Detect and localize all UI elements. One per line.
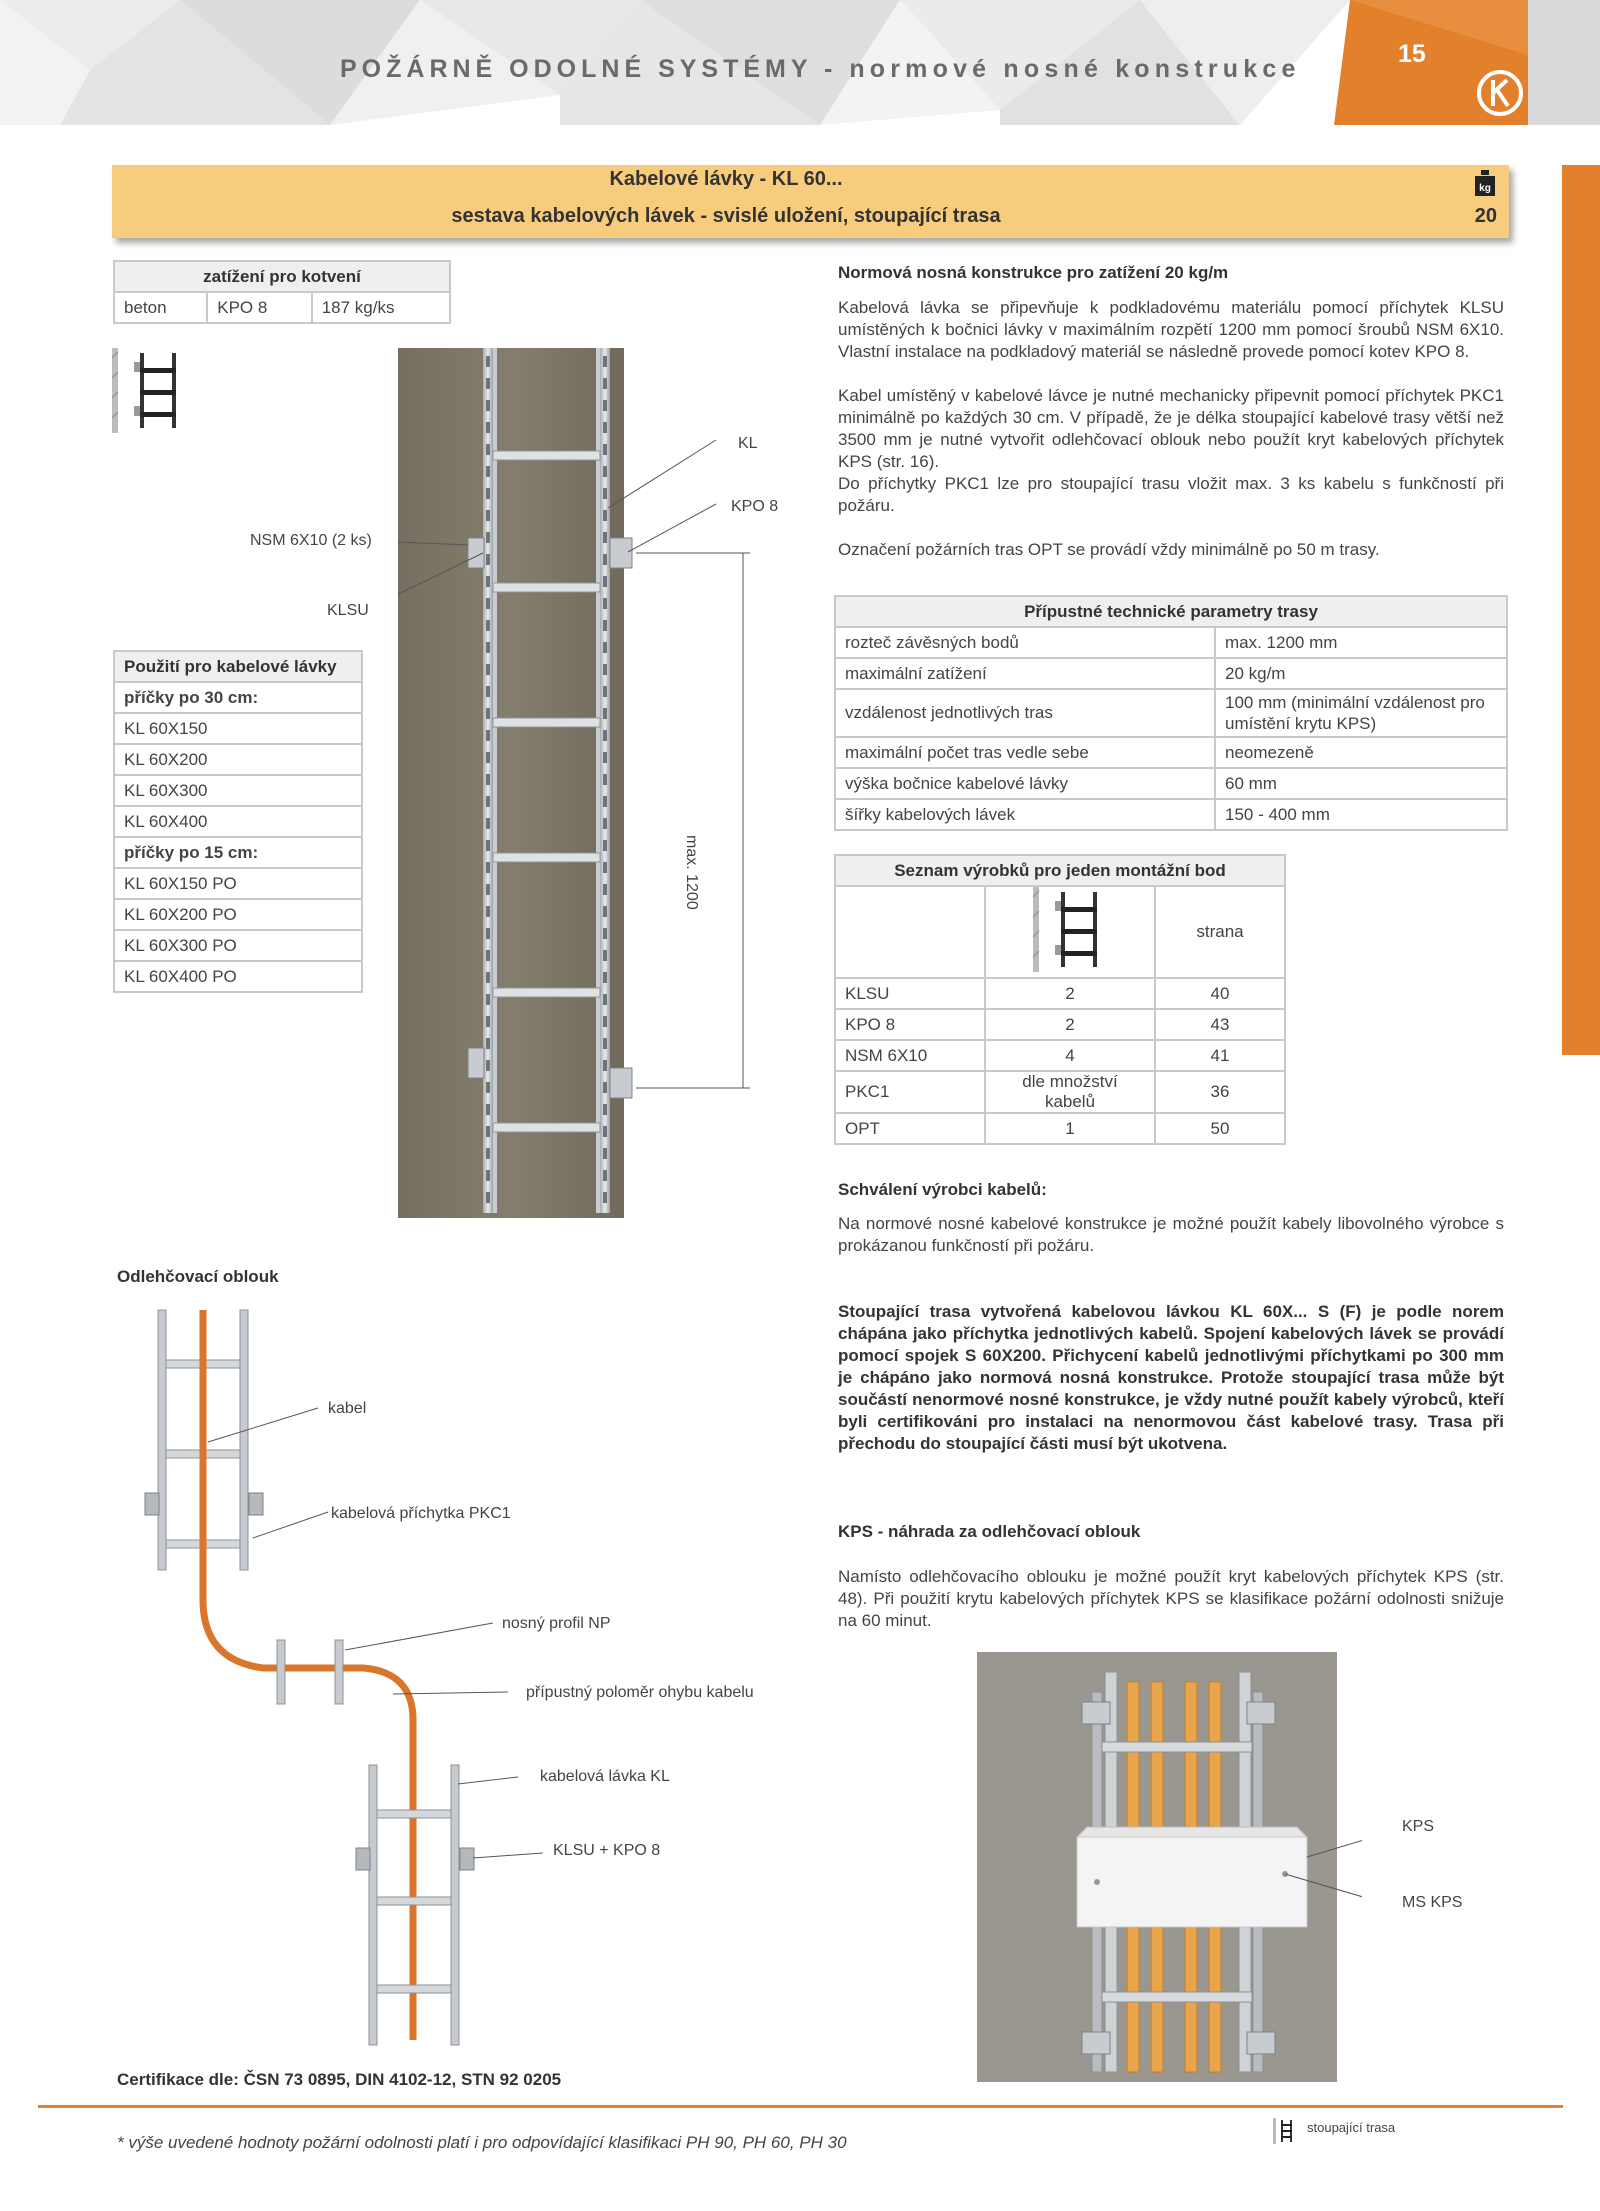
- company-logo-icon: [1475, 68, 1525, 118]
- rail-slot: [486, 906, 490, 917]
- product-qty: 4: [985, 1040, 1155, 1071]
- rail-slot: [486, 1192, 490, 1203]
- rail-slot: [603, 378, 607, 389]
- product-page: 40: [1155, 978, 1285, 1009]
- kps-figure: [977, 1652, 1362, 2082]
- products-col-page: strana: [1155, 886, 1285, 978]
- rail-slot: [603, 1016, 607, 1027]
- weight-value: 20: [1474, 205, 1497, 227]
- usage-row: KL 60X200 PO: [114, 899, 362, 930]
- rail-slot: [603, 422, 607, 433]
- rail-slot: [603, 708, 607, 719]
- vertical-ladder-icon: [1033, 887, 1108, 972]
- param-name: maximální zatížení: [835, 658, 1215, 689]
- rail-slot: [603, 356, 607, 367]
- banner-title: Kabelové lávky - KL 60...: [609, 168, 843, 190]
- usage-row: KL 60X150: [114, 713, 362, 744]
- anchor-material: beton: [114, 292, 207, 323]
- footer-icon-label: stoupající trasa: [1307, 2120, 1396, 2135]
- rail-slot: [603, 928, 607, 939]
- svg-text:kg: kg: [1479, 183, 1491, 194]
- rail-slot: [486, 642, 490, 653]
- rail-slot: [486, 576, 490, 587]
- product-name: NSM 6X10: [835, 1040, 985, 1071]
- rail-slot: [603, 576, 607, 587]
- rail-slot: [603, 686, 607, 697]
- relief-label-pkc1: kabelová příchytka PKC1: [331, 1505, 511, 1522]
- rail-slot: [486, 444, 490, 455]
- approval-heading: Schválení výrobci kabelů:: [838, 1180, 1047, 1199]
- product-qty: 2: [985, 978, 1155, 1009]
- usage-row: KL 60X400: [114, 806, 362, 837]
- product-page: 43: [1155, 1009, 1285, 1040]
- rail-slot: [603, 1082, 607, 1093]
- rail-slot: [486, 730, 490, 741]
- rail-slot: [486, 532, 490, 543]
- rail-slot: [486, 752, 490, 763]
- approval-text: Na normové nosné kabelové konstrukce je možné použít kabely libovolného výrobce s prokázanou funkčností při požáru.: [838, 1214, 1504, 1255]
- rail-slot: [603, 554, 607, 565]
- usage-row: KL 60X200: [114, 744, 362, 775]
- rail-slot: [486, 466, 490, 477]
- rail-slot: [486, 1126, 490, 1137]
- rail-slot: [603, 1170, 607, 1181]
- rail-slot: [486, 994, 490, 1005]
- usage-row: KL 60X150 PO: [114, 868, 362, 899]
- rising-route-note: Stoupající trasa vytvořená kabelovou lávkou KL 60X... S (F) je podle norem chápána jako příchytka jednotlivých kabelů. Spojení kabelových lávek se provádí pomocí spojek S 60X200. Přichycení kabelů jednotlivými příchytkami po 300 mm je chápáno jako normová nosná konstrukce. Protože stoupající trasa může být součástí nenormové nosné konstrukce, je vždy nutné použít kabely výrobců, kteří byli certifikováni pro instalaci na nenormovou část kabelové trasy. Trasa při přechodu do stoupající části musí být ukotvena.: [838, 1302, 1504, 1453]
- rail-slot: [603, 510, 607, 521]
- relief-heading: Odlehčovací oblouk: [117, 1267, 279, 1286]
- intro-paragraph-2: Kabel umístěný v kabelové lávce je nutné mechanicky připevnit pomocí příchytek PKC1 minimálně po každých 30 cm. V případě, že je délka stoupající kabelové trasy větší než 3500 mm je nutné vytvořit odlehčovací oblouk nebo použít kryt kabelových příchytek KPS (str. 16).: [838, 386, 1504, 471]
- usage-row: KL 60X300: [114, 775, 362, 806]
- rail-slot: [486, 818, 490, 829]
- label-nsm: NSM 6X10 (2 ks): [250, 532, 372, 549]
- rail-slot: [603, 972, 607, 983]
- usage-table-header: Použití pro kabelové lávky: [114, 651, 362, 682]
- intro-paragraph-3: Do příchytky PKC1 lze pro stoupající trasu vložit max. 3 ks kabelu s funkčností při požáru.: [838, 474, 1504, 515]
- rail-slot: [486, 554, 490, 565]
- relief-label-radius: přípustný poloměr ohybu kabelu: [526, 1684, 754, 1701]
- rail-slot: [603, 598, 607, 609]
- param-value: 150 - 400 mm: [1215, 799, 1507, 830]
- param-value: 100 mm (minimální vzdálenost pro umístění krytu KPS): [1215, 689, 1507, 737]
- label-kl: KL: [738, 435, 758, 452]
- param-name: rozteč závěsných bodů: [835, 627, 1215, 658]
- intro-paragraph-4: Označení požárních tras OPT se provádí vždy minimálně po 50 m trasy.: [838, 540, 1380, 559]
- rail-slot: [486, 862, 490, 873]
- rail-slot: [486, 1060, 490, 1071]
- usage-row: příčky po 30 cm:: [114, 682, 362, 713]
- rail-slot: [486, 664, 490, 675]
- rail-slot: [486, 598, 490, 609]
- param-value: neomezeně: [1215, 737, 1507, 768]
- param-name: vzdálenost jednotlivých tras: [835, 689, 1215, 737]
- rail-slot: [486, 1038, 490, 1049]
- rail-slot: [603, 488, 607, 499]
- rail-slot: [486, 840, 490, 851]
- label-kpo8: KPO 8: [731, 498, 779, 515]
- rail-slot: [486, 422, 490, 433]
- rail-slot: [603, 994, 607, 1005]
- rail-slot: [603, 1104, 607, 1115]
- rail-slot: [603, 444, 607, 455]
- rail-slot: [603, 466, 607, 477]
- header-title: POŽÁRNĚ ODOLNÉ SYSTÉMY - normové nosné konstrukce: [340, 55, 1301, 83]
- label-klsu: KLSU: [327, 602, 369, 619]
- param-value: max. 1200 mm: [1215, 627, 1507, 658]
- banner-subtitle: sestava kabelových lávek - svislé uložení, stoupající trasa: [451, 205, 1001, 227]
- relief-label-kl: kabelová lávka KL: [540, 1768, 670, 1785]
- product-name: KPO 8: [835, 1009, 985, 1040]
- intro-heading: Normová nosná konstrukce pro zatížení 20 kg/m: [838, 263, 1229, 282]
- product-name: KLSU: [835, 978, 985, 1009]
- anchor-load-table: [113, 260, 451, 324]
- rail-slot: [486, 1104, 490, 1115]
- rail-slot: [603, 752, 607, 763]
- product-qty: 1: [985, 1113, 1155, 1144]
- param-value: 60 mm: [1215, 768, 1507, 799]
- rail-slot: [603, 818, 607, 829]
- rising-route-icon: [1273, 2118, 1293, 2144]
- rail-slot: [486, 356, 490, 367]
- footer-note: * výše uvedené hodnoty požární odolnosti platí i pro odpovídající klasifikaci PH 90, PH 60, PH 30: [117, 2133, 847, 2152]
- certification: Certifikace dle: ČSN 73 0895, DIN 4102-12, STN 92 0205: [117, 2070, 562, 2089]
- rail-slot: [486, 378, 490, 389]
- label-max-spacing: max. 1200: [683, 835, 700, 910]
- label-ms-kps: MS KPS: [1402, 1894, 1463, 1911]
- side-accent-bar: [1562, 165, 1600, 1055]
- rail-slot: [486, 400, 490, 411]
- rail-slot: [603, 862, 607, 873]
- rail-slot: [603, 840, 607, 851]
- rail-slot: [603, 400, 607, 411]
- rail-slot: [486, 950, 490, 961]
- parameters-table-header: Přípustné technické parametry trasy: [835, 596, 1507, 627]
- anchor-table-header: zatížení pro kotvení: [114, 261, 450, 292]
- rail-slot: [486, 972, 490, 983]
- rail-slot: [603, 774, 607, 785]
- product-qty: 2: [985, 1009, 1155, 1040]
- footer-divider: [38, 2105, 1563, 2108]
- rail-slot: [486, 686, 490, 697]
- product-qty: dle množství kabelů: [985, 1071, 1155, 1113]
- param-name: šířky kabelových lávek: [835, 799, 1215, 830]
- rail-slot: [486, 1082, 490, 1093]
- weight-icon: [1475, 170, 1495, 196]
- label-kps: KPS: [1402, 1818, 1435, 1835]
- relief-label-np: nosný profil NP: [502, 1615, 611, 1632]
- rail-slot: [603, 906, 607, 917]
- param-name: maximální počet tras vedle sebe: [835, 737, 1215, 768]
- rail-slot: [486, 774, 490, 785]
- products-table: [834, 854, 1286, 1145]
- intro-paragraph-1: Kabelová lávka se připevňuje k podkladovému materiálu pomocí příchytek KLSU umístěných k bočnici lávky v maximálním rozpětí 1200 mm pomocí šroubů NSM 6X10. Vlastní instalace na podkladový materiál se následně provede pomocí kotev KPO 8.: [838, 298, 1504, 361]
- rail-slot: [486, 1170, 490, 1181]
- rail-slot: [603, 642, 607, 653]
- parameters-table: [834, 595, 1508, 831]
- rail-slot: [603, 730, 607, 741]
- usage-row: KL 60X400 PO: [114, 961, 362, 992]
- product-name: OPT: [835, 1113, 985, 1144]
- rail-slot: [603, 796, 607, 807]
- rail-slot: [486, 796, 490, 807]
- products-table-header: Seznam výrobků pro jeden montážní bod: [835, 855, 1285, 886]
- rail-slot: [603, 532, 607, 543]
- param-name: výška bočnice kabelové lávky: [835, 768, 1215, 799]
- rail-slot: [486, 708, 490, 719]
- rail-slot: [603, 1060, 607, 1071]
- rail-slot: [603, 950, 607, 961]
- param-value: 20 kg/m: [1215, 658, 1507, 689]
- rail-slot: [603, 1148, 607, 1159]
- rail-slot: [486, 620, 490, 631]
- rail-slot: [603, 1126, 607, 1137]
- page-number: 15: [1398, 40, 1426, 68]
- rail-slot: [486, 510, 490, 521]
- product-page: 36: [1155, 1071, 1285, 1113]
- rail-slot: [603, 1038, 607, 1049]
- rail-slot: [486, 1148, 490, 1159]
- product-page: 50: [1155, 1113, 1285, 1144]
- product-page: 41: [1155, 1040, 1285, 1071]
- relief-loop-figure: [113, 1300, 813, 2060]
- rail-slot: [486, 928, 490, 939]
- rail-slot: [486, 1016, 490, 1027]
- rail-slot: [603, 884, 607, 895]
- rail-slot: [486, 488, 490, 499]
- rail-slot: [486, 884, 490, 895]
- main-installation-figure: [398, 348, 798, 1218]
- rail-slot: [603, 664, 607, 675]
- kps-text: Namísto odlehčovacího oblouku je možné použít kryt kabelových příchytek KPS (str. 48). Při použití krytu kabelových příchytek KPS se klasifikace požární odolnosti snižuje na 60 minut.: [838, 1567, 1504, 1630]
- usage-row: příčky po 15 cm:: [114, 837, 362, 868]
- rail-slot: [603, 620, 607, 631]
- product-name: PKC1: [835, 1071, 985, 1113]
- anchor-load: 187 kg/ks: [312, 292, 450, 323]
- usage-row: KL 60X300 PO: [114, 930, 362, 961]
- rail-slot: [603, 1192, 607, 1203]
- vertical-ladder-icon: [112, 348, 187, 433]
- anchor-type: KPO 8: [207, 292, 311, 323]
- relief-label-klsu: KLSU + KPO 8: [553, 1842, 661, 1859]
- section-banner: [112, 165, 1509, 238]
- usage-table: [113, 650, 363, 993]
- relief-label-kabel: kabel: [328, 1400, 367, 1417]
- kps-heading: KPS - náhrada za odlehčovací oblouk: [838, 1522, 1141, 1541]
